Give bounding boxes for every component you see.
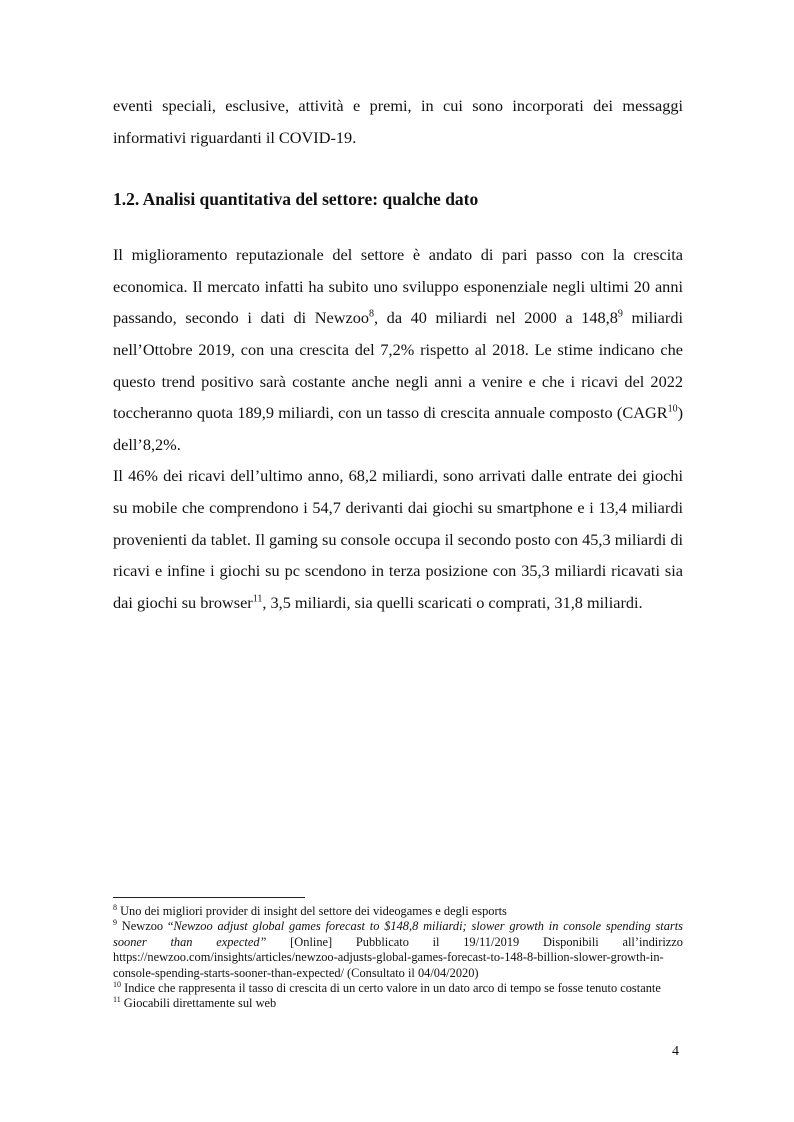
footnote-divider [113, 897, 305, 898]
page-number: 4 [672, 1044, 679, 1059]
footnote-text: Newzoo “ [117, 919, 174, 934]
page-body [113, 90, 683, 618]
footnote-article-title: Newzoo adjust global games forecast to $148,8 miliardi; slower growth in console spending starts sooner than expected” [113, 919, 684, 949]
footnote-ref-11[interactable]: 11 [252, 593, 263, 605]
paragraph-revenue-breakdown [113, 460, 683, 618]
continuation-paragraph: eventi speciali, esclusive, attività e premi, in cui sono incorporati dei messaggi informativi riguardanti il COVID-19. [113, 96, 683, 147]
text-span: ) dell’8,2%. [113, 403, 683, 454]
paragraph-market-growth [113, 239, 683, 460]
footnote-ref-9[interactable]: 9 [617, 308, 623, 320]
text-span: , da 40 miliardi nel 2000 a 148,8 [374, 308, 618, 328]
footnotes [113, 897, 683, 1012]
footnote-text: Giocabili direttamente sul web [120, 996, 277, 1011]
footnote-number: 10 [113, 979, 121, 989]
footnote-8 [113, 904, 683, 919]
section-heading: 1.2. Analisi quantitativa del settore: qualche dato [113, 189, 479, 210]
footnote-number: 9 [113, 918, 117, 928]
footnote-link-text[interactable]: [Online] Pubblicato il 19/11/2019 Disponibili all’indirizzo https://newzoo.com/insights/articles/newzoo-adjusts-global-games-forecast-to-148-8-billion-slower-growth-in-console-spending-starts-sooner-than-expected/ (Consultato il 04/04/2020) [113, 934, 683, 980]
footnote-10 [113, 981, 683, 996]
text-span: , 3,5 miliardi, sia quelli scaricati o comprati, 31,8 miliardi. [262, 592, 643, 612]
footnote-ref-10[interactable]: 10 [667, 403, 678, 415]
footnote-text: Indice che rappresenta il tasso di crescita di un certo valore in un dato arco di tempo se fosse tenuto costante [121, 981, 661, 996]
footnote-9 [113, 919, 683, 981]
text-span: miliardi nell’Ottobre 2019, con una crescita del 7,2% rispetto al 2018. Le stime indicano che questo trend positivo sarà costante anche negli anni a venire e che i ricavi del 2022 toccheranno quota 189,9 miliardi, con un tasso di crescita annuale composto (CAGR [113, 308, 683, 423]
footnote-number: 11 [113, 995, 121, 1005]
footnote-text: Uno dei migliori provider di insight del settore dei videogames e degli esports [117, 904, 507, 918]
text-span: Il miglioramento reputazionale del settore è andato di pari passo con la crescita economica. Il mercato infatti ha subito uno sviluppo esponenziale negli ultimi 20 anni passando, secondo i dati di Newzoo [113, 245, 683, 328]
text-span: Il 46% dei ricavi dell’ultimo anno, 68,2 miliardi, sono arrivati dalle entrate dei giochi su mobile che comprendono i 54,7 derivanti dai giochi su smartphone e i 13,4 miliardi provenienti da tablet. Il gaming su console occupa il secondo posto con 45,3 miliardi di ricavi e infine i giochi su pc scendono in terza posizione con 35,3 miliardi ricavati sia dai giochi su browser [113, 466, 683, 612]
footnote-ref-8[interactable]: 8 [369, 308, 374, 320]
footnote-number: 8 [113, 902, 117, 912]
footnote-11 [113, 996, 683, 1011]
